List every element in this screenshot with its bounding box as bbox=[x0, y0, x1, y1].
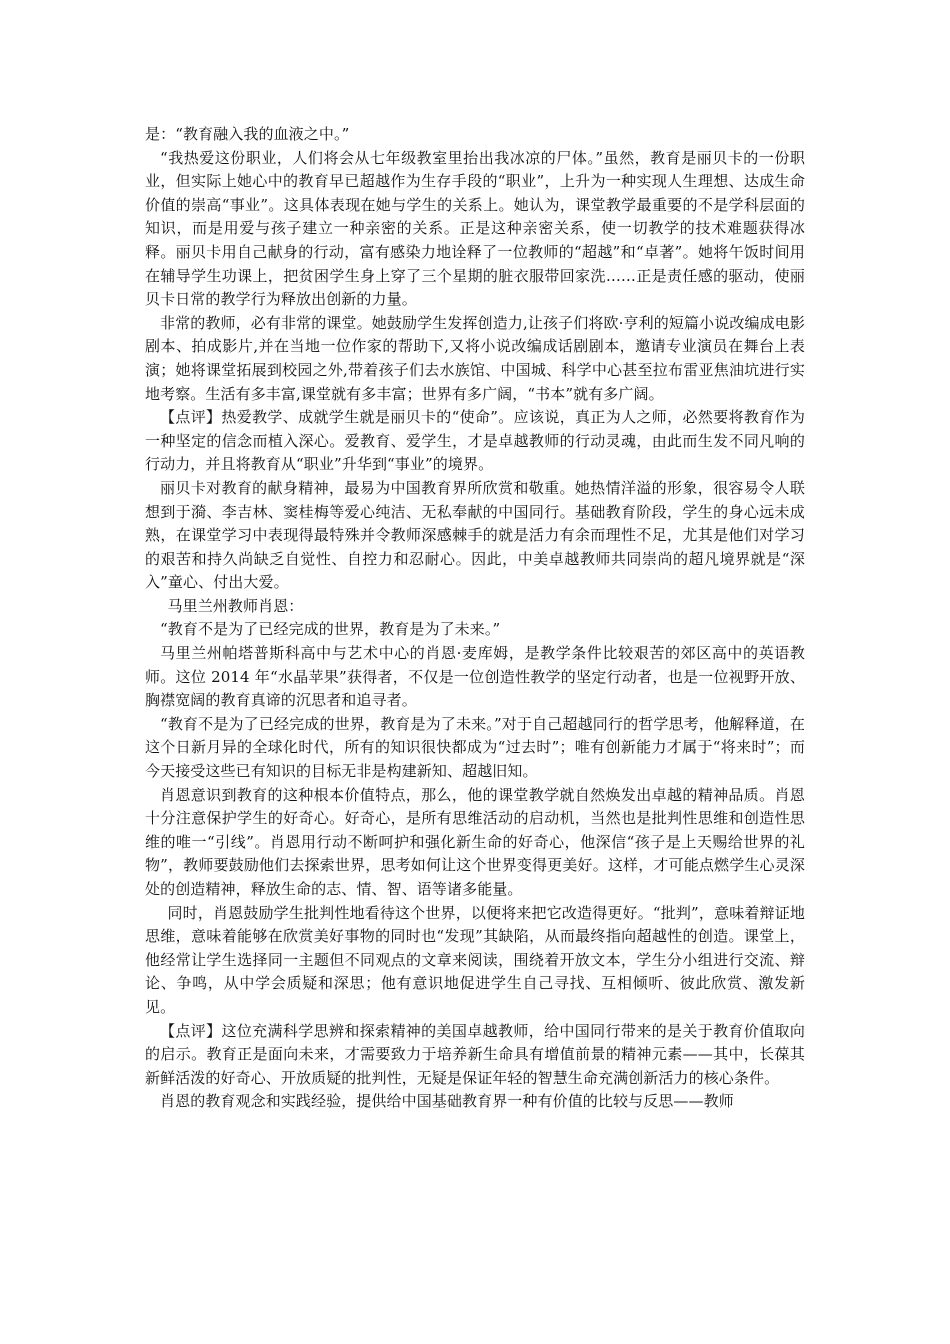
paragraph-5: 丽贝卡对教育的献身精神，最易为中国教育界所欣赏和敬重。她热情洋溢的形象，很容易令人联想到于漪、李吉林、窦桂梅等爱心纯洁、无私奉献的中国同行。基础教育阶段，学生的身心远未成熟，在课堂学习中表现得最特殊并令教师深感棘手的就是活力有余而理性不足，尤其是他们对学习的艰苦和持久尚缺乏自觉性、自控力和忍耐心。因此，中美卓越教师共同崇尚的超凡境界就是“深入”童心、付出大爱。 bbox=[145, 478, 805, 592]
paragraph-10: 肖恩意识到教育的这种根本价值特点，那么，他的课堂教学就自然焕发出卓越的精神品质。肖恩十分注意保护学生的好奇心。好奇心，是所有思维活动的启动机，当然也是批判性思维和创造性思维的唯一“引线”。肖恩用行动不断呵护和强化新生命的好奇心，他深信“孩子是上天赐给世界的礼物”，教师要鼓励他们去探索世界，思考如何让这个世界变得更美好。这样，才可能点燃学生心灵深处的创造精神，释放生命的志、情、智、语等诸多能量。 bbox=[145, 785, 805, 898]
section-heading-shawn: 马里兰州教师肖恩： bbox=[167, 596, 304, 615]
paragraph-2: “我热爱这份职业，人们将会从七年级教室里抬出我冰凉的尸体。”虽然，教育是丽贝卡的一份职业，但实际上她心中的教育早已超越作为生存手段的“职业”，上升为一种实现人生理想、达成生命价值的崇高“事业”。这具体表现在她与学生的关系上。她认为，课堂教学最重要的不是学科层面的知识，而是用爱与孩子建立一种亲密的关系。正是这种亲密关系，使一切教学的技术难题获得冰释。丽贝卡用自己献身的行动，富有感染力地诠释了一位教师的“超越”和“卓著”。她将午饭时间用在辅导学生功课上，把贫困学生身上穿了三个星期的脏衣服带回家洗……正是责任感的驱动，使丽贝卡日常的教学行为释放出创新的力量。 bbox=[145, 148, 805, 309]
paragraph-8: 马里兰州帕塔普斯科高中与艺术中心的肖恩·麦库姆，是教学条件比较艰苦的郊区高中的英语教师。这位 2014 年“水晶苹果”获得者，不仅是一位创造性教学的坚定行动者，也是一位视野开放、胸襟宽阔的教育真谛的沉思者和追寻者。 bbox=[145, 644, 805, 710]
paragraph-3: 非常的教师，必有非常的课堂。她鼓励学生发挥创造力,让孩子们将欧·亨利的短篇小说改编成电影剧本、拍成影片,并在当地一位作家的帮助下,又将小说改编成话剧剧本，邀请专业演员在舞台上表演；她将课堂拓展到校园之外,带着孩子们去水族馆、中国城、科学中心甚至拉布雷亚焦油坑进行实地考察。生活有多丰富,课堂就有多丰富；世界有多广阔，“书本”就有多广阔。 bbox=[145, 313, 805, 403]
paragraph-1: 是：“教育融入我的血液之中。” bbox=[145, 125, 350, 143]
paragraph-11: 同时，肖恩鼓励学生批判性地看待这个世界，以便将来把它改造得更好。“批判”，意味着辩证地思维，意味着能够在欣赏美好事物的同时也“发现”其缺陷，从而最终指向超越性的创造。课堂上，他经常让学生选择同一主题但不同观点的文章来阅读，围绕着开放文本，学生分小组进行交流、辩论、争鸣，从中学会质疑和深思；他有意识地促进学生自己寻找、互相倾听、彼此欣赏、激发新见。 bbox=[145, 903, 805, 1016]
paragraph-9: “教育不是为了已经完成的世界，教育是为了未来。”对于自己超越同行的哲学思考，他解释道，在这个日新月异的全球化时代，所有的知识很快都成为“过去时”；唯有创新能力才属于“将来时”；而今天接受这些已有知识的目标无非是构建新知、超越旧知。 bbox=[145, 714, 805, 781]
paragraph-4-commentary: 【点评】热爱教学、成就学生就是丽贝卡的“使命”。应该说，真正为人之师，必然要将教育作为一种坚定的信念而植入深心。爱教育、爱学生，才是卓越教师的行动灵魂，由此而生发不同凡响的行动力，并且将教育从“职业”升华到“事业”的境界。 bbox=[145, 408, 805, 474]
document-page bbox=[145, 123, 805, 1114]
paragraph-13: 肖恩的教育观念和实践经验，提供给中国基础教育界一种有价值的比较与反思——教师 bbox=[160, 1092, 734, 1111]
quote-line: “教育不是为了已经完成的世界，教育是为了未来。” bbox=[160, 620, 501, 639]
paragraph-12-commentary: 【点评】这位充满科学思辨和探索精神的美国卓越教师，给中国同行带来的是关于教育价值取向的启示。教育正是面向未来，才需要致力于培养新生命具有增值前景的精神元素——其中，长葆其新鲜活泼的好奇心、开放质疑的批判性，无疑是保证年轻的智慧生命充满创新活力的核心条件。 bbox=[145, 1021, 805, 1087]
